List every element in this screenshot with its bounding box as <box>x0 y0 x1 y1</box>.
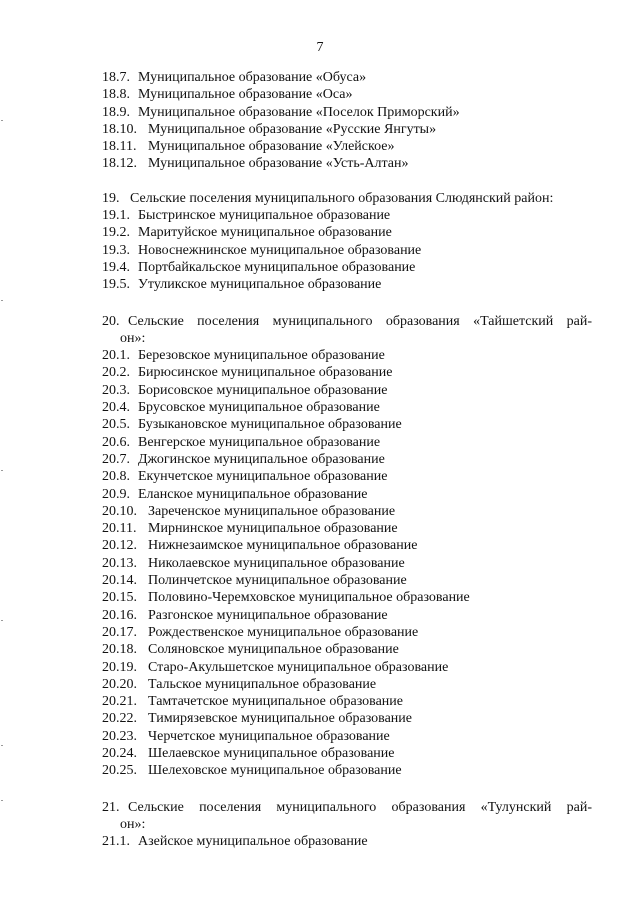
section-19 <box>102 190 592 294</box>
margin-mark <box>1 120 3 121</box>
scan-margin-marks <box>0 0 4 905</box>
list-item: 20.8. Екунчетское муниципальное образование <box>102 469 388 485</box>
list-item: 19.5. Утуликское муниципальное образование <box>102 277 382 293</box>
list-item: 20.6. Венгерское муниципальное образование <box>102 434 381 450</box>
margin-mark <box>1 300 3 301</box>
section-heading: 20. Сельские поселения муниципального образования «Тайшетский рай- <box>102 313 592 329</box>
list-item: 20.22. Тимирязевское муниципальное образование <box>102 711 412 727</box>
section-heading: 21. Сельские поселения муниципального образования «Тулунский рай- <box>102 799 592 815</box>
list-item: 18.12. Муниципальное образование «Усть-Алтан» <box>102 156 409 172</box>
list-item: 20.1. Березовское муниципальное образование <box>102 348 385 364</box>
section-20 <box>102 313 592 780</box>
document-body <box>102 69 592 850</box>
list-item: 18.9. Муниципальное образование «Поселок Приморский» <box>102 104 460 120</box>
section-spacer <box>102 173 592 190</box>
list-item: 20.13. Николаевское муниципальное образование <box>102 555 405 571</box>
list-item: 18.7. Муниципальное образование «Обуса» <box>102 70 367 85</box>
list-item: 20.7. Джогинское муниципальное образование <box>102 451 385 467</box>
list-item: 20.4. Брусовское муниципальное образование <box>102 400 380 416</box>
list-item: 20.24. Шелаевское муниципальное образование <box>102 745 395 761</box>
list-item: 20.9. Еланское муниципальное образование <box>102 486 368 502</box>
section-18-list <box>102 69 592 173</box>
margin-mark <box>1 800 3 801</box>
list-item: 20.3. Борисовское муниципальное образование <box>102 382 388 398</box>
list-item: 20.11. Мирнинское муниципальное образование <box>102 521 398 537</box>
margin-mark <box>1 470 3 471</box>
list-item: 20.18. Соляновское муниципальное образование <box>102 642 399 658</box>
section-spacer <box>102 294 592 313</box>
list-item: 19.1. Быстринское муниципальное образование <box>102 208 391 224</box>
section-heading: 19. Сельские поселения муниципального образования Слюдянский район: <box>102 190 554 206</box>
list-item: 20.5. Бузыкановское муниципальное образование <box>102 417 402 433</box>
page-number: 7 <box>316 40 324 55</box>
list-item: 20.2. Бирюсинское муниципальное образование <box>102 365 393 381</box>
list-item: 20.20. Тальское муниципальное образование <box>102 676 377 692</box>
list-item: 21.1. Азейское муниципальное образование <box>102 834 368 850</box>
list-item: 20.12. Нижнезаимское муниципальное образование <box>102 538 418 554</box>
section-heading-continuation: он»: <box>120 816 146 832</box>
list-item: 18.10. Муниципальное образование «Русские Янгуты» <box>102 121 437 137</box>
margin-mark <box>1 745 3 746</box>
section-spacer <box>102 780 592 799</box>
list-item: 20.16. Разгонское муниципальное образование <box>102 607 388 623</box>
list-item: 19.2. Маритуйское муниципальное образование <box>102 225 392 241</box>
list-item: 18.11. Муниципальное образование «Улейское» <box>102 139 395 155</box>
list-item: 19.4. Портбайкальское муниципальное образование <box>102 259 416 275</box>
list-item: 20.15. Половино-Черемховское муниципальное образование <box>102 590 470 606</box>
list-item: 20.25. Шелеховское муниципальное образование <box>102 763 402 779</box>
list-item: 20.17. Рождественское муниципальное образование <box>102 624 419 640</box>
list-item: 19.3. Новоснежнинское муниципальное образование <box>102 242 422 258</box>
list-item: 20.23. Черчетское муниципальное образование <box>102 728 390 744</box>
section-heading-continuation: он»: <box>120 330 146 346</box>
list-item: 20.21. Тамтачетское муниципальное образование <box>102 694 403 710</box>
list-item: 20.19. Старо-Акульшетское муниципальное образование <box>102 659 449 675</box>
margin-mark <box>1 620 3 621</box>
list-item: 20.14. Полинчетское муниципальное образование <box>102 573 407 589</box>
list-item: 20.10. Зареченское муниципальное образование <box>102 503 396 519</box>
list-item: 18.8. Муниципальное образование «Оса» <box>102 87 353 103</box>
section-21 <box>102 799 592 851</box>
